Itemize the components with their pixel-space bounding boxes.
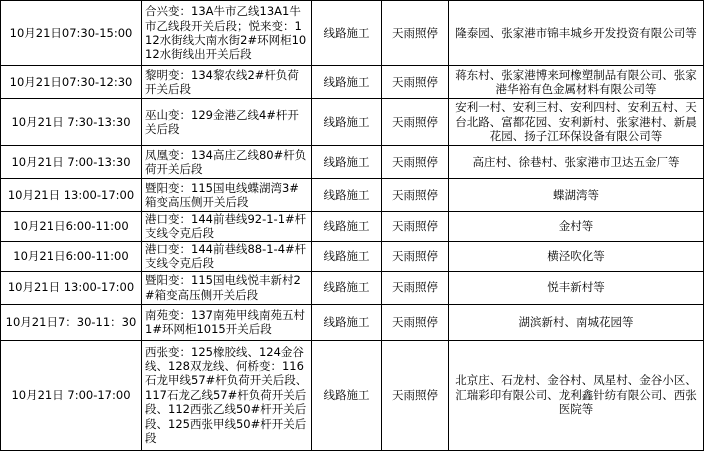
line-section-cell: 西张变：125橡胶线、124金谷线、128双龙线、何桥变：116石龙甲线57#杆负荷开关后段、117石龙乙线57#杆负荷开关后段、112西张乙线50#杆开关后段、125西张甲线50#杆开关后段: [142, 340, 312, 450]
time-cell: 10月21日6:00-11:00: [1, 241, 142, 271]
work-type-cell: 线路施工: [312, 212, 382, 242]
affected-area-cell: 湖滨新村、南城花园等: [449, 304, 704, 340]
time-cell: 10月21日07:30-12:30: [1, 66, 142, 99]
line-section-cell: 黎明变：134黎农线2#杆负荷开关后段: [142, 66, 312, 99]
line-section-cell: 南苑变：137南苑甲线南苑五村1#环网柜1015开关后段: [142, 304, 312, 340]
table-body: [1, 1, 704, 451]
affected-area-cell: 北京庄、石龙村、金谷村、凤星村、金谷小区、汇瑞彩印有限公司、龙利鑫针纺有限公司、西张医院等: [449, 340, 704, 450]
affected-area-cell: 悦丰新村等: [449, 271, 704, 304]
work-type-cell: 线路施工: [312, 99, 382, 146]
work-type-cell: 线路施工: [312, 66, 382, 99]
weather-note-cell: 天雨照停: [382, 66, 449, 99]
weather-note-cell: 天雨照停: [382, 1, 449, 66]
table-row: [1, 66, 704, 99]
time-cell: 10月21日6:00-11:00: [1, 212, 142, 242]
weather-note-cell: 天雨照停: [382, 241, 449, 271]
line-section-cell: 暨阳变：115国电线悦丰新村2#箱变高压侧开关后段: [142, 271, 312, 304]
time-cell: 10月21日 7:00-17:00: [1, 340, 142, 450]
table-row: [1, 146, 704, 179]
time-cell: 10月21日07:30-15:00: [1, 1, 142, 66]
work-type-cell: 线路施工: [312, 241, 382, 271]
affected-area-cell: 蝶湖湾等: [449, 179, 704, 212]
work-type-cell: 线路施工: [312, 271, 382, 304]
table-row: [1, 1, 704, 66]
table-row: [1, 304, 704, 340]
time-cell: 10月21日 7:00-13:30: [1, 146, 142, 179]
work-type-cell: 线路施工: [312, 1, 382, 66]
affected-area-cell: 隆泰园、张家港市锦丰城乡开发投资有限公司等: [449, 1, 704, 66]
table-row: [1, 340, 704, 450]
weather-note-cell: 天雨照停: [382, 179, 449, 212]
affected-area-cell: 安利一村、安利三村、安利四村、安利五村、天台北路、富都花园、安利新村、张家港村、新晨花园、扬子江环保设备有限公司等: [449, 99, 704, 146]
table-row: [1, 212, 704, 242]
work-type-cell: 线路施工: [312, 146, 382, 179]
time-cell: 10月21日7：30-11：30: [1, 304, 142, 340]
line-section-cell: 凤凰变：134高庄乙线80#杆负荷开关后段: [142, 146, 312, 179]
work-type-cell: 线路施工: [312, 304, 382, 340]
weather-note-cell: 天雨照停: [382, 146, 449, 179]
time-cell: 10月21日 13:00-17:00: [1, 271, 142, 304]
line-section-cell: 港口变：144前巷线92-1-1#杆支线令克后段: [142, 212, 312, 242]
affected-area-cell: 金村等: [449, 212, 704, 242]
time-cell: 10月21日 13:00-17:00: [1, 179, 142, 212]
weather-note-cell: 天雨照停: [382, 340, 449, 450]
work-type-cell: 线路施工: [312, 179, 382, 212]
affected-area-cell: 横泾吹化等: [449, 241, 704, 271]
line-section-cell: 巫山变：129金港乙线4#杆开关后段: [142, 99, 312, 146]
table-row: [1, 271, 704, 304]
affected-area-cell: 高庄村、徐巷村、张家港市卫达五金厂等: [449, 146, 704, 179]
weather-note-cell: 天雨照停: [382, 212, 449, 242]
table-row: [1, 99, 704, 146]
weather-note-cell: 天雨照停: [382, 271, 449, 304]
weather-note-cell: 天雨照停: [382, 99, 449, 146]
work-type-cell: 线路施工: [312, 340, 382, 450]
weather-note-cell: 天雨照停: [382, 304, 449, 340]
table-row: [1, 241, 704, 271]
line-section-cell: 港口变：144前巷线88-1-4#杆支线令克后段: [142, 241, 312, 271]
affected-area-cell: 蒋东村、张家港博来珂橡塑制品有限公司、张家港华裕有色金属材料有限公司等: [449, 66, 704, 99]
time-cell: 10月21日 7:30-13:30: [1, 99, 142, 146]
line-section-cell: 合兴变：13A牛市乙线13A1牛市乙线段开关后段；悦来变：112水街线大南水街2#环网柜1012水街线出开关后段: [142, 1, 312, 66]
line-section-cell: 暨阳变：115国电线蝶湖湾3#箱变高压侧开关后段: [142, 179, 312, 212]
table-row: [1, 179, 704, 212]
